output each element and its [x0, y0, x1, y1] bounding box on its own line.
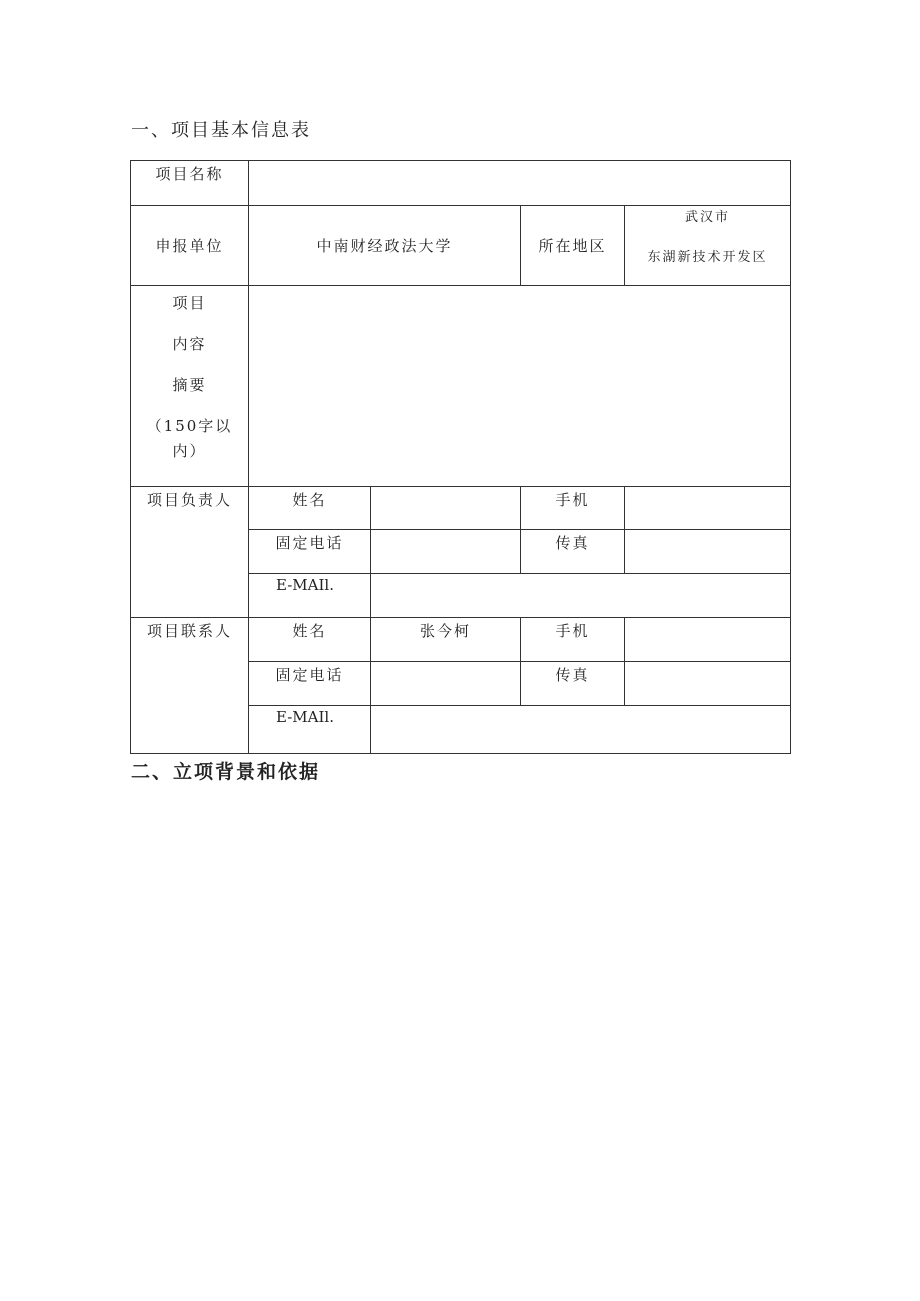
contact-fax-label: 传真 [521, 662, 625, 706]
contact-mobile-label: 手机 [521, 618, 625, 662]
summary-label-line: （150字以 [146, 417, 233, 435]
contact-name-field[interactable]: 张今柯 [371, 618, 521, 662]
leader-mobile-field[interactable] [625, 487, 791, 530]
contact-phone-label: 固定电话 [249, 662, 371, 706]
contact-fax-field[interactable] [625, 662, 791, 706]
section-2-title: 二、立项背景和依据 [131, 761, 321, 783]
region-label: 所在地区 [521, 206, 625, 286]
contact-email-label: E-MAIl. [249, 706, 371, 754]
contact-phone-field[interactable] [371, 662, 521, 706]
leader-label: 项目负责人 [131, 487, 249, 618]
project-info-table [130, 160, 791, 754]
summary-label [131, 286, 249, 487]
leader-fax-label: 传真 [521, 530, 625, 574]
project-name-field[interactable] [249, 161, 791, 206]
region-value[interactable] [625, 206, 791, 286]
region-city: 武汉市 [684, 210, 730, 225]
applicant-value[interactable]: 中南财经政法大学 [249, 206, 521, 286]
leader-mobile-label: 手机 [521, 487, 625, 530]
summary-field[interactable] [249, 286, 791, 487]
contact-mobile-field[interactable] [625, 618, 791, 662]
section-1-title: 一、项目基本信息表 [131, 120, 311, 141]
leader-name-field[interactable] [371, 487, 521, 530]
leader-phone-field[interactable] [371, 530, 521, 574]
leader-email-label: E-MAIl. [249, 574, 371, 618]
contact-label: 项目联系人 [131, 618, 249, 754]
leader-name-label: 姓名 [249, 487, 371, 530]
contact-email-field[interactable] [371, 706, 791, 754]
summary-label-line: 内容 [172, 335, 207, 353]
applicant-label: 申报单位 [131, 206, 249, 286]
project-name-label: 项目名称 [131, 161, 249, 206]
contact-name-label: 姓名 [249, 618, 371, 662]
leader-phone-label: 固定电话 [249, 530, 371, 574]
leader-fax-field[interactable] [625, 530, 791, 574]
summary-label-line: 项目 [172, 294, 207, 312]
summary-label-line: 摘要 [172, 376, 207, 394]
leader-email-field[interactable] [371, 574, 791, 618]
region-district: 东湖新技术开发区 [647, 250, 768, 265]
summary-label-line: 内） [172, 442, 207, 460]
